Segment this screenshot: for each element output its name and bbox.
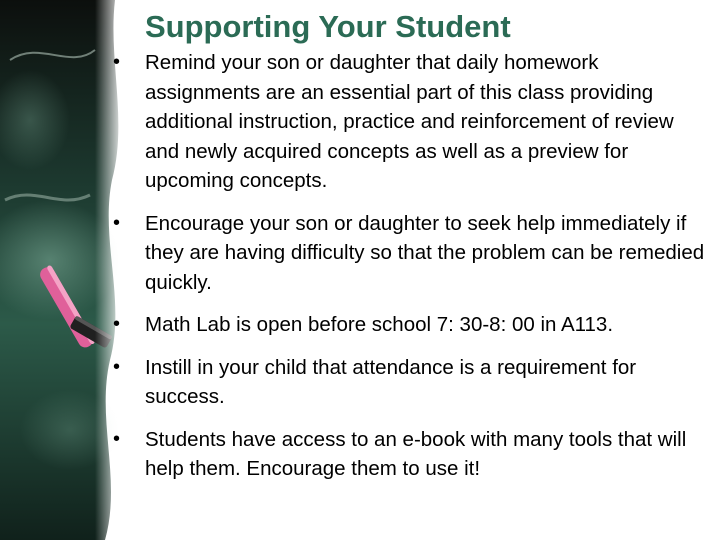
bullet-homework [113,48,713,196]
bullet-math-lab [113,310,713,340]
bullet-text: Encourage your son or daughter to seek help immediately if they are having difficulty so that the problem can be remedied quickly. [145,211,705,294]
bullet-marker: • [113,427,121,450]
bullet-marker: • [113,355,121,378]
bullet-text: Students have access to an e-book with many tools that will help them. Encourage them to use it! [145,427,687,480]
bullet-marker: • [113,211,121,234]
slide-title: Supporting Your Student [145,9,511,44]
bullet-seek-help [113,209,713,298]
bullet-marker: • [113,51,121,73]
bullet-text: Remind your son or daughter that daily homework assignments are an essential part of this class providing additional instruction, practice and reinforcement of review and newly acquired concepts as well as a preview for upcoming concepts. [145,51,674,192]
bullet-list [113,48,713,497]
bullet-ebook [113,425,713,484]
bullet-marker: • [113,313,121,335]
bullet-text: Math Lab is open before school 7: 30-8: 00 in A113. [145,313,614,336]
bullet-text: Instill in your child that attendance is a requirement for success. [145,355,637,408]
bullet-attendance [113,353,713,412]
